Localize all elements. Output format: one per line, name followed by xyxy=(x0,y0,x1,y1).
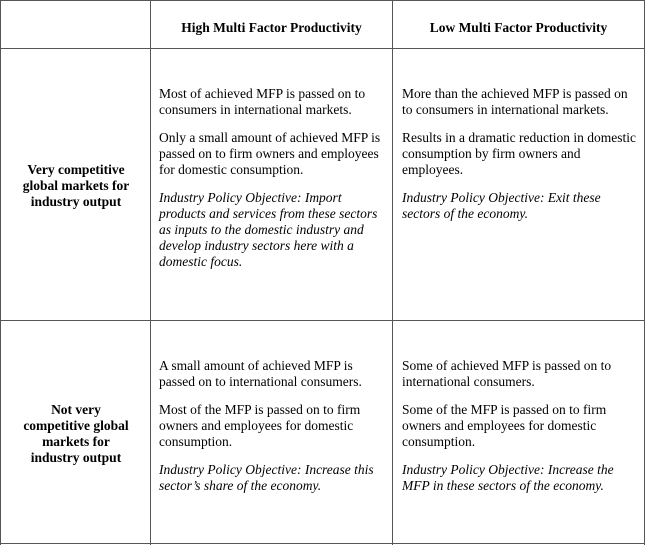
row-label-very-competitive: Very competitive global markets for industry output xyxy=(22,162,130,209)
cell-very-competitive-high-mfp xyxy=(159,86,387,282)
grid-line-col2 xyxy=(392,0,393,545)
paragraph: More than the achieved MFP is passed on to consumers in international markets. xyxy=(402,86,628,117)
cell-not-competitive-high-mfp xyxy=(159,358,387,506)
paragraph: Results in a dramatic reduction in domestic consumption by firm owners and employees. xyxy=(402,130,636,177)
grid-line-col1 xyxy=(150,0,151,545)
policy-objective: Industry Policy Objective: Increase the MFP in these sectors of the economy. xyxy=(402,462,614,493)
grid-line-right xyxy=(644,0,645,545)
grid-line-bottom xyxy=(0,543,645,544)
paragraph: Only a small amount of achieved MFP is passed on to firm owners and employees for domestic consumption. xyxy=(159,130,381,177)
paragraph: Some of achieved MFP is passed on to international consumers. xyxy=(402,358,612,389)
paragraph: Most of achieved MFP is passed on to consumers in international markets. xyxy=(159,86,366,117)
policy-objective: Industry Policy Objective: Increase this sector’s share of the economy. xyxy=(159,462,374,493)
row-label-not-very-competitive: Not very competitive global markets for industry output xyxy=(23,402,129,465)
policy-objective: Industry Policy Objective: Import products and services from these sectors as inputs to the domestic industry and develop industry sectors here with a domestic focus. xyxy=(159,190,378,269)
grid-line-header-bottom xyxy=(0,48,645,49)
grid-line-top xyxy=(0,0,645,1)
paragraph: Most of the MFP is passed on to firm owners and employees for domestic consumption. xyxy=(159,402,361,449)
grid-line-row1-bottom xyxy=(0,320,645,321)
grid-line-left xyxy=(0,0,1,545)
cell-not-competitive-low-mfp xyxy=(402,358,634,506)
cell-very-competitive-low-mfp xyxy=(402,86,640,234)
paragraph: A small amount of achieved MFP is passed on to international consumers. xyxy=(159,358,362,389)
paragraph: Some of the MFP is passed on to firm owners and employees for domestic consumption. xyxy=(402,402,607,449)
column-header-high-mfp: High Multi Factor Productivity xyxy=(181,20,362,35)
policy-objective: Industry Policy Objective: Exit these sectors of the economy. xyxy=(402,190,601,221)
column-header-low-mfp: Low Multi Factor Productivity xyxy=(429,20,608,35)
